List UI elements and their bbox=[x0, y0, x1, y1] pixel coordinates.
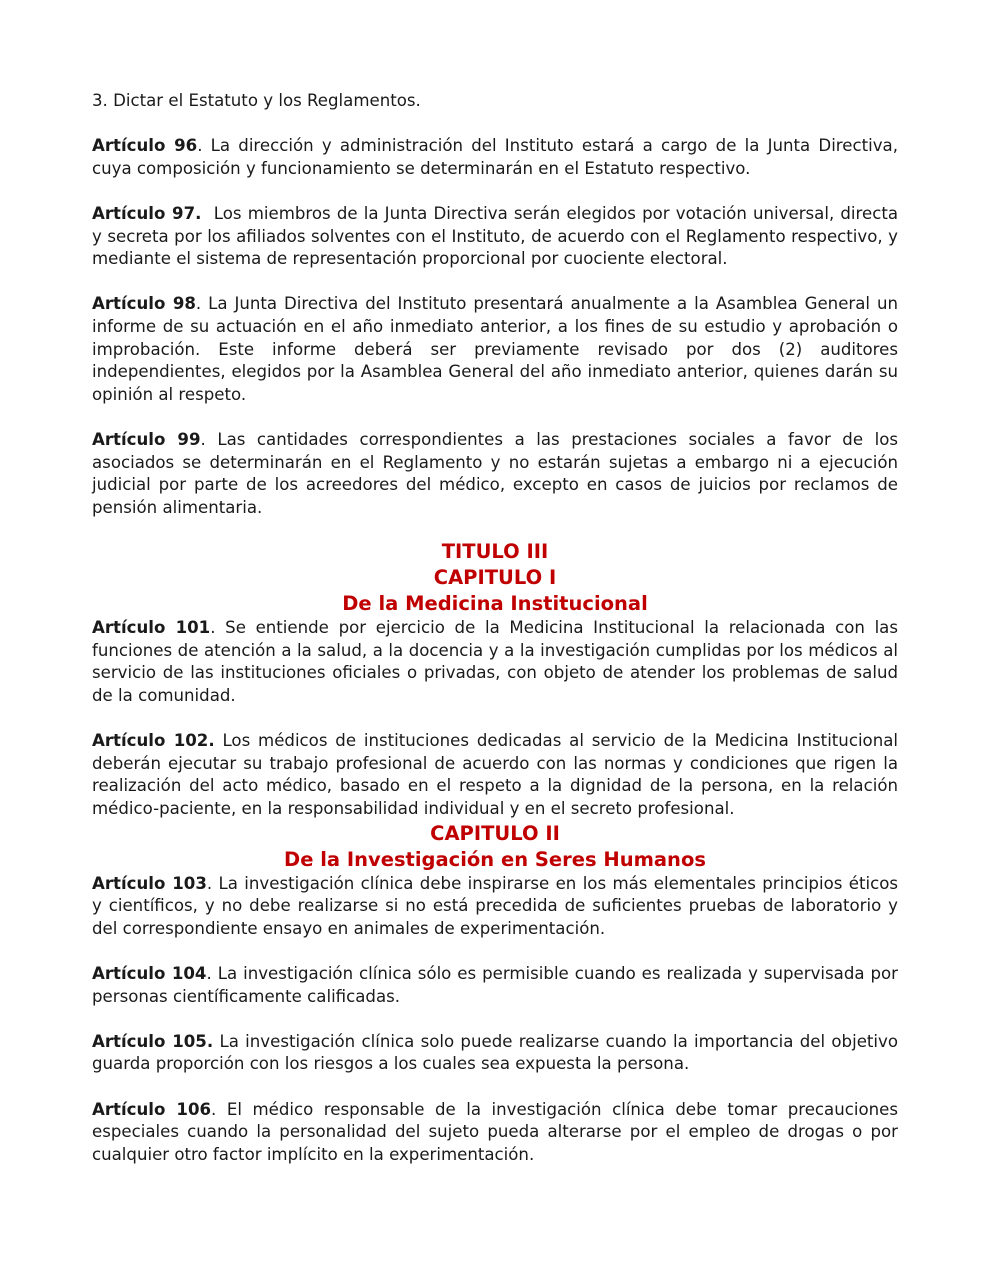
article-label: Artículo 101 bbox=[92, 618, 211, 638]
chapter-heading: CAPITULO II bbox=[430, 821, 560, 845]
article-102 bbox=[92, 730, 898, 820]
article-99 bbox=[92, 429, 898, 519]
spacer bbox=[92, 1076, 898, 1099]
spacer bbox=[92, 271, 898, 294]
article-label: Artículo 99 bbox=[92, 429, 201, 449]
article-label: Artículo 102. bbox=[92, 731, 215, 751]
spacer bbox=[92, 113, 898, 136]
article-text: . El médico responsable de la investigación clínica debe tomar precauciones especiales cuando la personalidad del sujeto pueda alterarse por el empleo de drogas o por cualquier otro factor implícito en la experimentación. bbox=[92, 1099, 898, 1164]
article-label: Artículo 103 bbox=[92, 873, 207, 893]
article-label: Artículo 97. bbox=[92, 203, 202, 223]
spacer bbox=[92, 406, 898, 429]
article-text: . La Junta Directiva del Instituto presentará anualmente a la Asamblea General un informe de su actuación en el año inmediato anterior, a los fines de su estudio y aprobación o improbación. Este informe deberá ser previamente revisado por dos (2) auditores independientes, elegidos por la Asamblea General del año inmediato anterior, quienes darán su opinión al respeto. bbox=[92, 294, 898, 404]
article-text: Los miembros de la Junta Directiva serán elegidos por votación universal, directa y secreta por los afiliados solventes con el Instituto, de acuerdo con el Reglamento respectivo, y mediante el sistema de representación proporcional por cuociente electoral. bbox=[92, 203, 904, 269]
article-104 bbox=[92, 963, 898, 1008]
article-text: . La dirección y administración del Instituto estará a cargo de la Junta Directiva, cuya composición y funcionamiento se determinarán en el Estatuto respectivo. bbox=[92, 136, 898, 178]
article-105 bbox=[92, 1031, 898, 1076]
chapter-title: De la Medicina Institucional bbox=[342, 592, 648, 616]
article-text: . La investigación clínica sólo es permisible cuando es realizada y supervisada por personas científicamente calificadas. bbox=[92, 964, 898, 1006]
spacer bbox=[92, 180, 898, 203]
article-label: Artículo 104 bbox=[92, 964, 207, 983]
document-page bbox=[92, 90, 904, 1166]
article-103 bbox=[92, 873, 898, 941]
spacer bbox=[92, 519, 898, 539]
article-text: Los médicos de instituciones dedicadas al servicio de la Medicina Institucional deberán ejecutar su trabajo profesional de acuerdo con las normas y condiciones que rigen la realización del acto médico, basado en el respeto a la dignidad de la persona, en la relación médico-paciente, en la responsabilidad individual y en el secreto profesional. bbox=[92, 731, 899, 819]
article-101 bbox=[92, 617, 898, 707]
article-label: Artículo 98 bbox=[92, 294, 196, 314]
intro-line: 3. Dictar el Estatuto y los Reglamentos. bbox=[92, 91, 421, 110]
article-text: . La investigación clínica debe inspirarse en los más elementales principios éticos y científicos, y no debe realizarse si no está precedida de suficientes pruebas de laboratorio y del correspondiente ensayo en animales de experimentación. bbox=[92, 873, 898, 938]
article-label: Artículo 106 bbox=[92, 1099, 212, 1119]
article-text: . Las cantidades correspondientes a las prestaciones sociales a favor de los asociados se determinarán en el Reglamento y no estarán sujetas a embargo ni a ejecución judicial por parte de los acreedores del médico, excepto en casos de juicios por reclamos de pensión alimentaria. bbox=[92, 429, 898, 517]
article-label: Artículo 96 bbox=[92, 136, 198, 156]
chapter-title: De la Investigación en Seres Humanos bbox=[284, 847, 706, 871]
spacer bbox=[92, 1008, 898, 1031]
article-98 bbox=[92, 293, 898, 406]
article-106 bbox=[92, 1099, 898, 1167]
article-97 bbox=[92, 203, 904, 271]
title-heading: TITULO III bbox=[441, 540, 549, 564]
article-text: La investigación clínica solo puede realizarse cuando la importancia del objetivo guarda proporción con los riesgos a los cuales sea expuesta la persona. bbox=[92, 1031, 898, 1074]
spacer bbox=[92, 708, 898, 731]
spacer bbox=[92, 940, 898, 963]
article-96 bbox=[92, 135, 898, 180]
article-label: Artículo 105. bbox=[92, 1031, 214, 1051]
article-text: . Se entiende por ejercicio de la Medicina Institucional la relacionada con las funciones de atención a la salud, a la docencia y a la investigación cumplidas por los médicos al servicio de las instituciones oficiales o privadas, con objeto de atender los problemas de salud de la comunidad. bbox=[92, 618, 898, 706]
chapter-heading: CAPITULO I bbox=[433, 566, 557, 590]
